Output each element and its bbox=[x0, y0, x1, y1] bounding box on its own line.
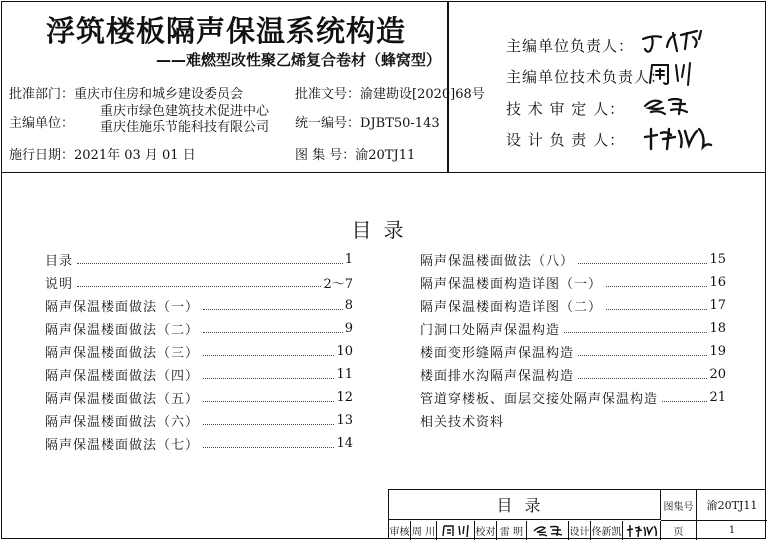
title-block-review-label: 审核 bbox=[389, 521, 411, 540]
toc-entry-page: 15 bbox=[709, 252, 726, 267]
atlas-no bbox=[295, 144, 415, 163]
toc-entry-page: 19 bbox=[709, 344, 726, 359]
approval-doc bbox=[295, 83, 485, 102]
atlas-no-value: 渝20TJ11 bbox=[355, 148, 416, 163]
toc-entry-page: 12 bbox=[336, 390, 353, 405]
toc-entry-leader bbox=[77, 256, 343, 264]
toc-entry-leader bbox=[606, 302, 707, 310]
main-title: 浮筑楼板隔声保温系统构造 bbox=[45, 14, 406, 48]
toc-entry-title: 门洞口处隔声保温构造 bbox=[420, 319, 562, 338]
toc-entry-title: 目录 bbox=[45, 250, 75, 269]
toc-entry-leader bbox=[578, 256, 707, 264]
toc-entry[interactable] bbox=[45, 271, 353, 294]
toc-entry-title: 隔声保温楼面做法（五） bbox=[45, 388, 201, 407]
toc-entry-title: 楼面变形缝隔声保温构造 bbox=[420, 342, 576, 361]
approval-dept bbox=[9, 83, 243, 102]
toc-entry-title: 隔声保温楼面构造详图（一） bbox=[420, 273, 604, 292]
toc-entry-title: 说明 bbox=[45, 273, 75, 292]
toc-entry-page: 11 bbox=[336, 367, 353, 382]
toc-entry[interactable] bbox=[420, 363, 726, 386]
title-block-design-label: 设计 bbox=[569, 521, 591, 540]
toc-entry-leader bbox=[203, 440, 334, 448]
title-block-page-label: 页 bbox=[661, 521, 697, 540]
toc-entry-leader bbox=[662, 394, 707, 402]
title-block-reviewer-signature bbox=[437, 521, 475, 540]
signature-chief-unit-head bbox=[639, 29, 709, 55]
toc-entry-title: 隔声保温楼面做法（七） bbox=[45, 434, 201, 453]
toc-entry[interactable] bbox=[420, 340, 726, 363]
toc-entry-title: 相关技术资料 bbox=[420, 411, 506, 430]
toc-entry-page: 16 bbox=[709, 275, 726, 290]
unified-no bbox=[295, 112, 440, 131]
toc-entry-title: 隔声保温楼面做法（二） bbox=[45, 319, 201, 338]
sub-title: ——难燃型改性聚乙烯复合卷材（蜂窝型） bbox=[155, 51, 441, 69]
toc-entry-page: 20 bbox=[709, 367, 726, 382]
chief-unit-head-label: 主编单位负责人： bbox=[506, 37, 635, 55]
title-block-atlas-value: 渝20TJ11 bbox=[706, 499, 758, 512]
design-head-label: 设 计 负 责 人： bbox=[506, 131, 626, 149]
toc-entry-title: 隔声保温楼面做法（四） bbox=[45, 365, 201, 384]
approval-doc-label: 批准文号： bbox=[295, 87, 361, 102]
toc-entry-title: 隔声保温楼面做法（六） bbox=[45, 411, 201, 430]
toc-entry-page: 1 bbox=[344, 252, 353, 267]
title-block bbox=[388, 489, 766, 539]
toc-entry-title: 管道穿楼板、面层交接处隔声保温构造 bbox=[420, 388, 660, 407]
toc-entry[interactable] bbox=[45, 432, 353, 455]
toc-entry[interactable] bbox=[45, 386, 353, 409]
toc-entry-leader bbox=[203, 394, 334, 402]
toc-entry[interactable] bbox=[45, 248, 353, 271]
toc-entry-leader bbox=[203, 371, 334, 379]
title-block-checker-signature bbox=[527, 521, 569, 540]
toc-entry-leader bbox=[564, 325, 707, 333]
approval-doc-value: 渝建勘设[2020]68号 bbox=[360, 87, 485, 102]
toc-entry-page: 10 bbox=[336, 344, 353, 359]
toc-title: 目录 bbox=[351, 218, 416, 242]
toc-entry[interactable] bbox=[420, 248, 726, 271]
toc-entry-leader bbox=[578, 348, 707, 356]
toc-entry-title: 隔声保温楼面做法（八） bbox=[420, 250, 576, 269]
toc-entry-page: 8 bbox=[344, 298, 353, 313]
effective-date-value: 2021年 03 月 01 日 bbox=[74, 148, 196, 163]
checker-signature-icon bbox=[532, 524, 564, 538]
toc-right-column bbox=[420, 248, 726, 432]
toc-entry-leader bbox=[578, 371, 707, 379]
toc-entry-page: 17 bbox=[709, 298, 726, 313]
title-block-designer-signature bbox=[623, 521, 661, 540]
toc-entry-page: 18 bbox=[709, 321, 726, 336]
signature-design-head bbox=[641, 125, 713, 153]
toc-entry-page: 9 bbox=[344, 321, 353, 336]
toc-entry-page: 21 bbox=[709, 390, 726, 405]
tech-reviewer-label: 技 术 审 定 人： bbox=[506, 100, 626, 118]
signature-tech-reviewer bbox=[641, 94, 693, 120]
toc-entry-page: 13 bbox=[336, 413, 353, 428]
header bbox=[1, 1, 766, 173]
toc-left-column bbox=[45, 248, 353, 455]
unified-no-value: DJBT50-143 bbox=[360, 116, 440, 131]
toc-entry-title: 隔声保温楼面做法（一） bbox=[45, 296, 201, 315]
title-block-title: 目录 bbox=[389, 490, 661, 520]
editor-unit-label: 主编单位： bbox=[9, 116, 75, 131]
toc-entry-leader bbox=[203, 417, 334, 425]
title-block-page-value: 1 bbox=[728, 525, 736, 536]
editor-unit-1: 重庆市绿色建筑技术促进中心 bbox=[100, 104, 270, 119]
toc-entry-title: 楼面排水沟隔声保温构造 bbox=[420, 365, 576, 384]
toc-entry[interactable] bbox=[45, 294, 353, 317]
toc-entry[interactable] bbox=[420, 386, 726, 409]
title-block-atlas-label: 图集号 bbox=[661, 490, 697, 520]
title-block-reviewer: 周 川 bbox=[411, 521, 437, 540]
toc-entry-leader bbox=[203, 348, 334, 356]
title-block-check-label: 校对 bbox=[475, 521, 497, 540]
atlas-no-label: 图 集 号： bbox=[295, 148, 356, 163]
effective-date-label: 施行日期： bbox=[9, 148, 75, 163]
toc-entry[interactable] bbox=[420, 409, 726, 432]
editor-unit-values bbox=[100, 104, 269, 136]
toc-entry[interactable] bbox=[45, 340, 353, 363]
toc-entry-leader bbox=[77, 279, 321, 287]
approval-dept-value: 重庆市住房和城乡建设委员会 bbox=[74, 87, 244, 102]
toc-entry[interactable] bbox=[420, 317, 726, 340]
chief-unit-tech-head-label: 主编单位技术负责人： bbox=[506, 68, 667, 86]
toc-entry[interactable] bbox=[45, 363, 353, 386]
toc-entry-leader bbox=[606, 279, 707, 287]
effective-date bbox=[9, 144, 196, 163]
toc-entry-page: 2～7 bbox=[323, 273, 353, 292]
title-block-checker: 雷 明 bbox=[497, 521, 527, 540]
designer-signature-icon bbox=[625, 524, 659, 538]
toc-entry[interactable] bbox=[420, 271, 726, 294]
toc-entry-page: 14 bbox=[336, 436, 353, 451]
signature-tech-head bbox=[646, 61, 696, 87]
editor-unit bbox=[9, 112, 74, 131]
toc-entry[interactable] bbox=[45, 409, 353, 432]
toc-entry-leader bbox=[203, 325, 343, 333]
toc-entry-leader bbox=[203, 302, 343, 310]
unified-no-label: 统一编号： bbox=[295, 116, 361, 131]
toc-entry[interactable] bbox=[420, 294, 726, 317]
editor-unit-2: 重庆佳施乐节能科技有限公司 bbox=[100, 120, 270, 135]
title-block-designer: 佟新凯 bbox=[591, 521, 623, 540]
approval-dept-label: 批准部门： bbox=[9, 87, 75, 102]
toc-entry-title: 隔声保温楼面构造详图（二） bbox=[420, 296, 604, 315]
reviewer-signature-icon bbox=[441, 524, 471, 538]
toc-entry[interactable] bbox=[45, 317, 353, 340]
toc-entry-title: 隔声保温楼面做法（三） bbox=[45, 342, 201, 361]
